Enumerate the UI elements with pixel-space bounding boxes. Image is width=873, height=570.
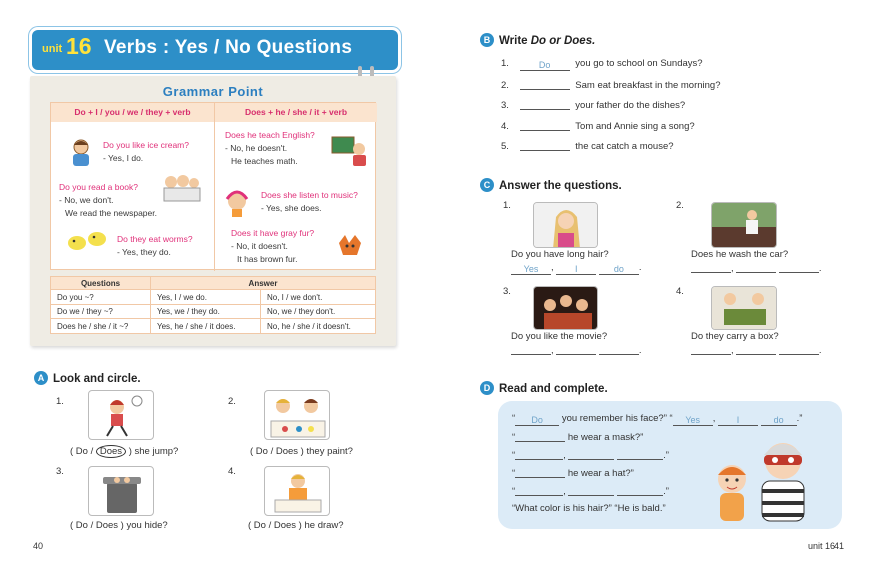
kids-newspaper-illustration bbox=[161, 173, 201, 203]
man-washing-car-photo bbox=[711, 202, 777, 248]
example-left-2: Do you read a book? - No, we don't. We read the newspaper. bbox=[59, 182, 157, 218]
boy-drawing-picture bbox=[264, 466, 330, 516]
a-item-num-2: 2. bbox=[228, 396, 236, 407]
girl-long-hair-photo bbox=[533, 202, 598, 248]
birds-illustration bbox=[65, 227, 111, 253]
table-row: Does he / she / it ~? Yes, he / she / it does. No, he / she / it doesn't. bbox=[51, 319, 376, 334]
dialog-line-2: “ he wear a mask?” bbox=[512, 432, 644, 443]
b-item-3: 3. your father do the dishes? bbox=[501, 100, 686, 111]
dialog-line-6: “What color is his hair?” “He is bald.” bbox=[512, 503, 666, 514]
girl-jumping-picture bbox=[88, 390, 154, 440]
answer-blank[interactable] bbox=[520, 99, 570, 110]
people-carry-box-photo bbox=[711, 286, 777, 330]
section-d-header: D Read and complete. bbox=[480, 381, 608, 395]
c-question-1: Do you have long hair? bbox=[511, 249, 609, 260]
page-number-right: 41 bbox=[834, 541, 845, 551]
section-b-badge: B bbox=[480, 33, 494, 47]
b-item-5: 5. the cat catch a mouse? bbox=[501, 141, 674, 152]
c-question-2: Does he wash the car? bbox=[691, 249, 789, 260]
c-answer-2: , . bbox=[691, 262, 822, 274]
table-header-answer: Answer bbox=[151, 277, 376, 290]
footer-unit-label: unit 16 bbox=[808, 541, 836, 551]
section-c-header: C Answer the questions. bbox=[480, 178, 622, 192]
trash-can-picture bbox=[88, 466, 154, 516]
people-movie-photo bbox=[533, 286, 598, 330]
unit-number: 16 bbox=[66, 33, 92, 59]
b-item-4: 4. Tom and Annie sing a song? bbox=[501, 121, 695, 132]
col-left-head: Do + I / you / we / they + verb bbox=[51, 103, 214, 122]
c-item-num-4: 4. bbox=[676, 286, 684, 297]
grammar-point-panel bbox=[30, 76, 396, 346]
dialog-line-5: “ , .” bbox=[512, 486, 669, 497]
kids-painting-picture bbox=[264, 390, 330, 440]
a-item-num-3: 3. bbox=[56, 466, 64, 477]
example-left-3: Do they eat worms? - Yes, they do. bbox=[117, 234, 193, 257]
answer-table bbox=[50, 276, 376, 334]
boy-ice-cream-illustration bbox=[69, 137, 93, 167]
masked-robber-illustration bbox=[750, 435, 816, 525]
section-a-badge: A bbox=[34, 371, 48, 385]
c-item-num-3: 3. bbox=[503, 286, 511, 297]
c-answer-1: Yes , I do . bbox=[511, 262, 642, 275]
example-right-1: Does he teach English? - No, he doesn't. He teaches math. bbox=[225, 130, 315, 166]
example-right-3: Does it have gray fur? - No, it doesn't. It has brown fur. bbox=[231, 228, 315, 264]
example-left-1: Do you like ice cream? - Yes, I do. bbox=[103, 140, 189, 163]
example-right-2: Does she listen to music? - Yes, she does. bbox=[261, 190, 358, 213]
c-question-4: Do they carry a box? bbox=[691, 331, 779, 342]
grammar-table bbox=[50, 102, 376, 270]
grammar-title: Grammar Point bbox=[162, 84, 264, 99]
c-answer-3: , . bbox=[511, 344, 642, 356]
b-item-2: 2. Sam eat breakfast in the morning? bbox=[501, 80, 721, 91]
a-item-1: ( Do / Does ) she jump? bbox=[70, 446, 179, 457]
unit-title-banner bbox=[32, 30, 398, 70]
unit-label: unit bbox=[42, 43, 63, 55]
c-question-3: Do you like the movie? bbox=[511, 331, 608, 342]
a-item-num-1: 1. bbox=[56, 396, 64, 407]
a-item-4: ( Do / Does ) he draw? bbox=[248, 520, 344, 531]
table-row: Do we / they ~? Yes, we / they do. No, we / they don't. bbox=[51, 304, 376, 319]
girl-headphones-illustration bbox=[221, 187, 253, 217]
answer-blank[interactable] bbox=[520, 79, 570, 90]
dialog-line-1: “ Do you remember his face?” “ Yes , I do .” bbox=[512, 413, 803, 425]
table-row: Do you ~? Yes, I / we do. No, I / we don't. bbox=[51, 290, 376, 305]
c-item-num-1: 1. bbox=[503, 200, 511, 211]
circled-answer: Does bbox=[96, 445, 126, 458]
table-header-questions: Questions bbox=[51, 277, 151, 290]
c-answer-4: , . bbox=[691, 344, 822, 356]
page-number-left: 40 bbox=[33, 541, 44, 551]
read-complete-bubble bbox=[498, 401, 842, 529]
answer-blank[interactable] bbox=[520, 140, 570, 151]
dialog-line-4: “ he wear a hat?” bbox=[512, 468, 634, 479]
dialog-line-3: “ , .” bbox=[512, 450, 669, 461]
answer-blank: Do bbox=[520, 60, 570, 71]
girl-illustration bbox=[710, 453, 754, 523]
section-c-badge: C bbox=[480, 178, 494, 192]
answer-blank[interactable] bbox=[520, 120, 570, 131]
c-item-num-2: 2. bbox=[676, 200, 684, 211]
section-a-header: A Look and circle. bbox=[34, 371, 141, 385]
a-item-2: ( Do / Does ) they paint? bbox=[250, 446, 353, 457]
teacher-blackboard-illustration bbox=[331, 135, 367, 167]
page-title: Verbs : Yes / No Questions bbox=[104, 37, 353, 58]
a-item-num-4: 4. bbox=[228, 466, 236, 477]
section-d-badge: D bbox=[480, 381, 494, 395]
section-b-header: B Write Do or Does. bbox=[480, 33, 595, 47]
a-item-3: ( Do / Does ) you hide? bbox=[70, 520, 168, 531]
b-item-1: 1. Do you go to school on Sundays? bbox=[501, 58, 703, 70]
fox-illustration bbox=[335, 233, 365, 263]
column-divider bbox=[214, 103, 215, 271]
col-right-head: Does + he / she / it + verb bbox=[215, 103, 377, 122]
